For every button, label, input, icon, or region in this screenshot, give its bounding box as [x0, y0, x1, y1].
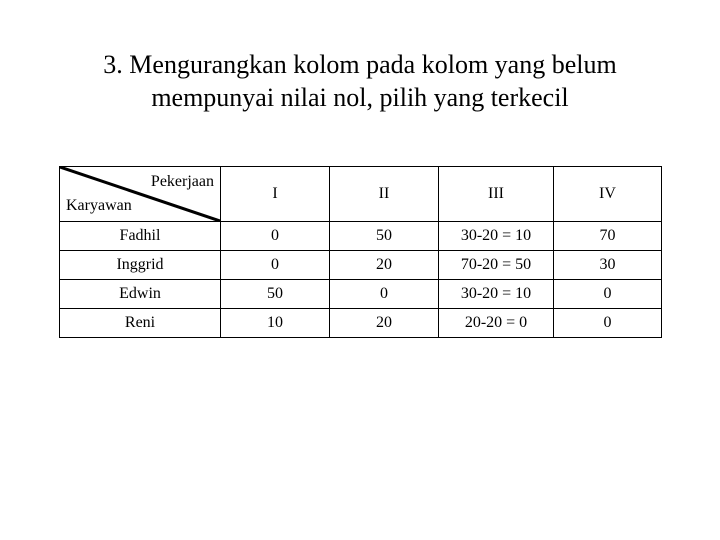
table-cell: 20-20 = 0	[439, 309, 554, 338]
title-line-2: mempunyai nilai nol, pilih yang terkecil	[151, 83, 569, 112]
row-header: Fadhil	[60, 222, 221, 251]
table-cell: 10	[221, 309, 330, 338]
row-header: Inggrid	[60, 251, 221, 280]
table-cell: 0	[221, 251, 330, 280]
table-cell: 50	[221, 280, 330, 309]
table-cell: 0	[221, 222, 330, 251]
column-axis-label: Pekerjaan	[150, 173, 214, 190]
table-cell: 0	[330, 280, 439, 309]
table-row	[60, 309, 662, 338]
table-cell: 50	[330, 222, 439, 251]
row-header: Edwin	[60, 280, 221, 309]
table-cell: 70-20 = 50	[439, 251, 554, 280]
table-cell: 0	[554, 309, 662, 338]
column-header: I	[221, 167, 330, 222]
table-cell: 20	[330, 251, 439, 280]
table-cell: 20	[330, 309, 439, 338]
table-row	[60, 222, 662, 251]
table-cell: 70	[554, 222, 662, 251]
table-cell: 30-20 = 10	[439, 222, 554, 251]
table-row	[60, 251, 662, 280]
table-corner-cell	[60, 167, 221, 222]
slide-title	[40, 48, 680, 114]
table-row	[60, 280, 662, 309]
title-line-1: 3. Mengurangkan kolom pada kolom yang belum	[103, 50, 617, 79]
assignment-table	[59, 166, 662, 338]
table-cell: 30	[554, 251, 662, 280]
column-header: II	[330, 167, 439, 222]
table-header-row	[60, 167, 662, 222]
table-cell: 30-20 = 10	[439, 280, 554, 309]
column-header: IV	[554, 167, 662, 222]
table-cell: 0	[554, 280, 662, 309]
row-axis-label: Karyawan	[66, 197, 132, 214]
row-header: Reni	[60, 309, 221, 338]
column-header: III	[439, 167, 554, 222]
